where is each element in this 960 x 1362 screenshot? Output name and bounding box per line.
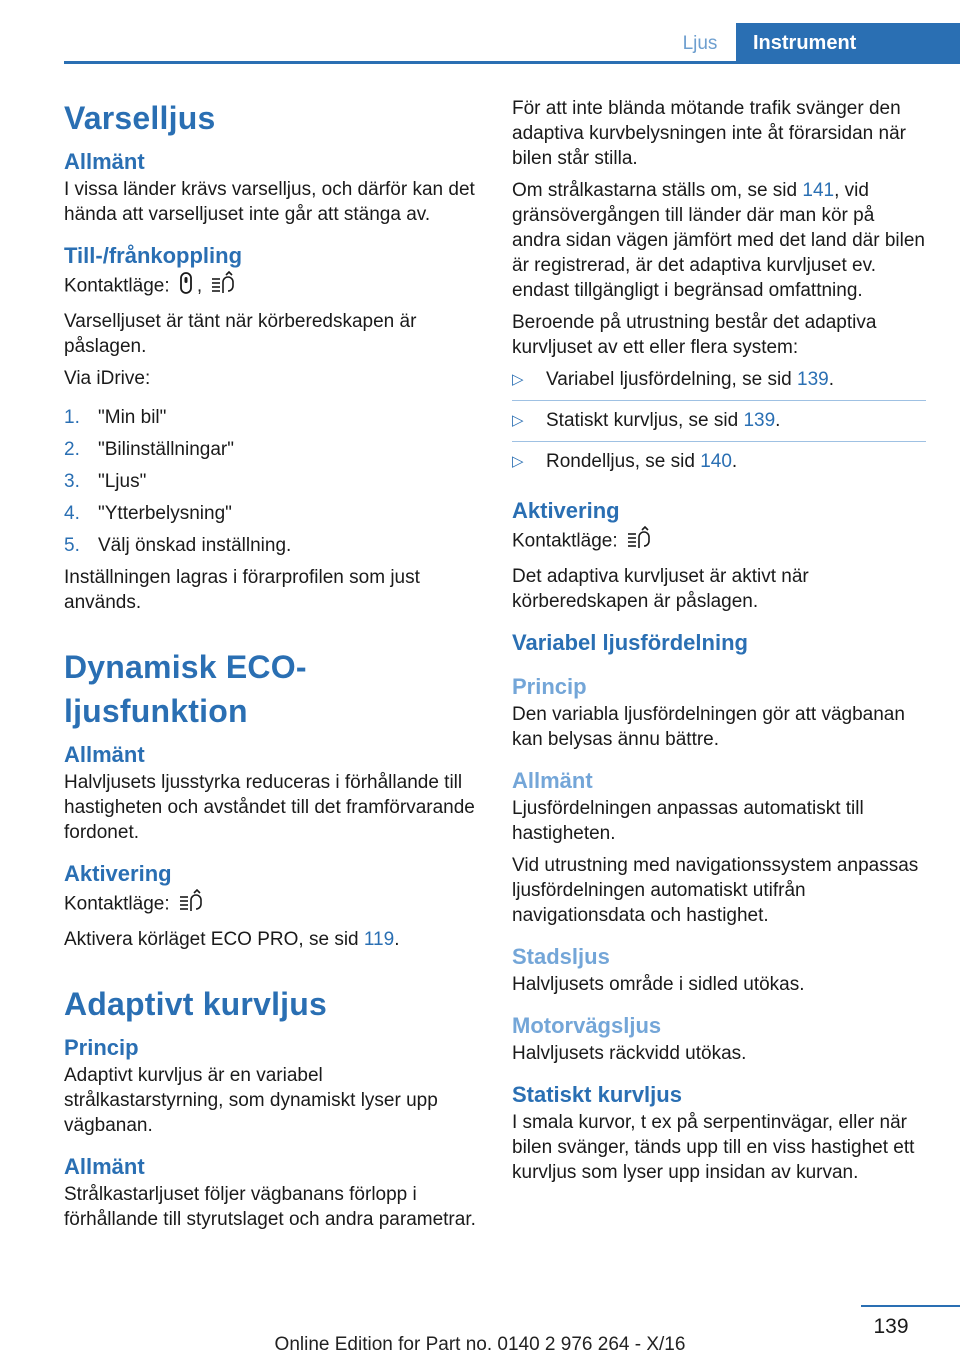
paragraph-princip-adaptivt: Adaptivt kurvljus är en variabel strålkastarstyrning, som dynamiskt lyser upp vägbanan. — [64, 1065, 438, 1136]
heading-aktivering: Aktivering — [64, 861, 172, 886]
label-kontaktlage: Kontaktläge: — [512, 530, 618, 552]
subheading-stadsljus: Stadsljus — [512, 944, 610, 969]
key-position-standby-icon — [178, 271, 194, 302]
heading-aktivering: Aktivering — [512, 498, 620, 523]
heading-statiskt-kurvljus: Statiskt kurvljus — [512, 1082, 682, 1107]
header-rule — [64, 61, 960, 64]
heading-varselljus: Varselljus — [64, 100, 216, 136]
idrive-steps-list — [64, 405, 476, 558]
heading-princip: Princip — [64, 1035, 139, 1060]
paragraph-statiskt-kurvljus: I smala kurvor, t ex på serpentinvägar, eller när bilen svänger, tänds upp till en viss hastighet ett kurvljus som lyser upp insidan av kurvan. — [512, 1112, 915, 1183]
label-kontaktlage: Kontaktläge: — [64, 893, 170, 915]
label-kontaktlage: Kontaktläge: — [64, 275, 170, 297]
paragraph-aktivera-eco-pro: Aktivera körläget ECO PRO, se sid 119. — [64, 929, 400, 950]
triangle-bullet-icon: ▷ — [512, 453, 524, 470]
page-link[interactable]: 140 — [700, 451, 732, 472]
list-item: ▷ Statiskt kurvljus, se sid 139. — [512, 408, 926, 442]
list-item: 3. "Ljus" — [64, 471, 147, 492]
subheading-motorvagsljus: Motorvägsljus — [512, 1013, 662, 1038]
list-item: 1. "Min bil" — [64, 407, 167, 428]
list-item: 4. "Ytterbelysning" — [64, 503, 232, 524]
key-position-drive-ready-icon — [210, 271, 234, 302]
heading-allmant: Allmänt — [64, 742, 145, 767]
paragraph-motorvagsljus: Halvljusets räckvidd utökas. — [512, 1043, 747, 1064]
paragraph-kontaktlage — [64, 271, 476, 302]
key-position-drive-ready-icon — [178, 889, 202, 920]
triangle-bullet-icon: ▷ — [512, 412, 524, 429]
paragraph-stralkastarljus: Strålkastarljuset följer vägbanans förlopp i förhållande till styrutslaget och andra parametrar. — [64, 1184, 476, 1230]
paragraph-installning-lagras: Inställningen lagras i förarprofilen som just används. — [64, 567, 420, 613]
heading-allmant: Allmänt — [64, 1154, 145, 1179]
paragraph-varsel-tant: Varselljuset är tänt när körberedskapen är påslagen. — [64, 311, 417, 357]
paragraph-ljusfordelning-anpassas: Ljusfördelningen anpassas automatiskt till hastigheten. — [512, 798, 864, 844]
heading-allmant: Allmänt — [64, 149, 145, 174]
header-chapter-instrument: Instrument — [736, 23, 960, 64]
page-link-119[interactable]: 119 — [363, 929, 395, 950]
paragraph-navigationssystem: Vid utrustning med navigationssystem anpassas ljusfördelningen automatiskt utifrån navigationsdata och hastighet. — [512, 855, 919, 926]
subheading-princip: Princip — [512, 674, 587, 699]
footer-edition: Online Edition for Part no. 0140 2 976 264 - X/16 — [274, 1334, 686, 1355]
page-number: 139 — [873, 1315, 909, 1338]
paragraph-kontaktlage — [512, 526, 926, 557]
list-item: 2. "Bilinställningar" — [64, 439, 234, 460]
triangle-bullet-icon: ▷ — [512, 371, 524, 388]
separator-comma: , — [196, 275, 203, 297]
list-item: 5. Välj önskad inställning. — [64, 535, 292, 556]
heading-adaptivt-kurvljus: Adaptivt kurvljus — [64, 986, 328, 1022]
page-link[interactable]: 139 — [797, 369, 829, 390]
heading-variabel-ljusfordelning: Variabel ljusfördelning — [512, 630, 748, 655]
heading-dynamisk-eco: Dynamisk ECO-ljusfunktion — [64, 649, 307, 729]
right-column — [512, 96, 926, 1185]
page-link[interactable]: 139 — [743, 410, 776, 431]
paragraph-aktivt: Det adaptiva kurvljuset är aktivt när körberedskapen är påslagen. — [512, 566, 809, 612]
paragraph-kontaktlage — [64, 889, 476, 920]
paragraph-blanda: För att inte blända mötande trafik svänger den adaptiva kurvbelysningen inte åt förarsidan när bilen står stilla. — [512, 98, 906, 169]
paragraph-halvljus-reduceras: Halvljusets ljusstyrka reduceras i förhållande till hastigheten och avståndet till det framförvarande fordonet. — [64, 772, 475, 843]
paragraph-princip-variabel: Den variabla ljusfördelningen gör att vägbanan kan belysas ännu bättre. — [512, 704, 905, 750]
paragraph-allmant-varsel: I vissa länder krävs varselljus, och därför kan det hända att varselljuset inte går att stänga av. — [64, 179, 475, 225]
heading-till-frankoppling: Till-/frånkoppling — [64, 243, 243, 268]
paragraph-stadsljus: Halvljusets område i sidled utökas. — [512, 974, 805, 995]
left-column — [64, 96, 476, 1232]
page-number-rule — [861, 1305, 960, 1307]
paragraph-beroende: Beroende på utrustning består det adaptiva kurvljuset av ett eller flera system: — [512, 312, 877, 358]
systems-list — [512, 367, 926, 482]
header-section-ljus: Ljus — [682, 33, 718, 54]
list-item: ▷ Variabel ljusfördelning, se sid 139. — [512, 367, 926, 401]
list-item: ▷ Rondelljus, se sid 140. — [512, 451, 738, 472]
page-link-141[interactable]: 141 — [802, 180, 835, 201]
key-position-drive-ready-icon — [626, 526, 650, 557]
paragraph-stralkastare-stalls-om: Om strålkastarna ställs om, se sid 141, vid gränsövergången till länder där man kör på andra sidan vägen jämfört med det land där bilen är registrerad, är det adaptiva kurvljuset ev. endast tillgängligt i begränsad omfattning. — [512, 180, 925, 301]
subheading-allmant: Allmänt — [512, 768, 593, 793]
paragraph-via-idrive: Via iDrive: — [64, 368, 151, 389]
